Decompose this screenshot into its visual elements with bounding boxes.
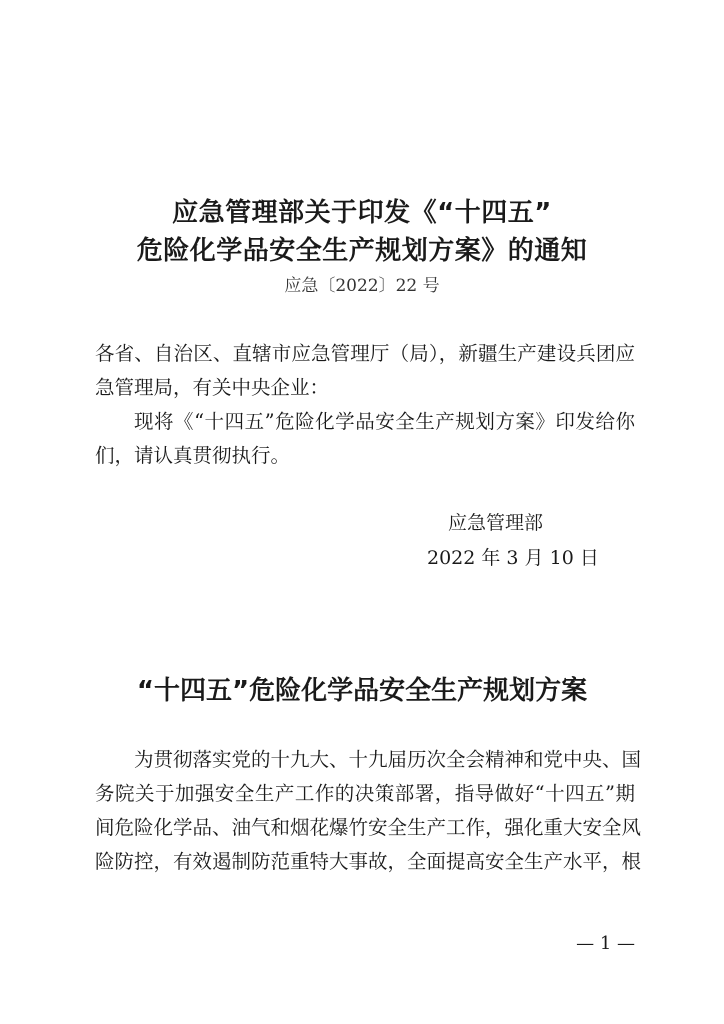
page-number: — 1 —	[576, 933, 635, 954]
plan-paragraph-line: 间危险化学品、油气和烟花爆竹安全生产工作，强化重大安全风	[95, 816, 642, 839]
signature-date: 2022 年 3 月 10 日	[427, 547, 599, 569]
notice-title-line-2: 危险化学品安全生产规划方案》的通知	[136, 236, 588, 266]
plan-title: “十四五”危险化学品安全生产规划方案	[136, 676, 588, 706]
signature-organization: 应急管理部	[448, 512, 544, 534]
plan-paragraph-line: 为贯彻落实党的十九大、十九届历次全会精神和党中央、国	[134, 748, 642, 771]
plan-paragraph-line: 务院关于加强安全生产工作的决策部署，指导做好“十四五”期	[95, 782, 635, 805]
addressee-line-1: 各省、自治区、直辖市应急管理厅（局），新疆生产建设兵团应	[95, 342, 635, 365]
plan-paragraph-line: 险防控，有效遏制防范重特大事故，全面提高安全生产水平，根	[95, 850, 642, 873]
notice-body-line-2: 们，请认真贯彻执行。	[95, 444, 291, 467]
document-number: 应急〔2022〕22 号	[284, 276, 440, 296]
notice-title-line-1: 应急管理部关于印发《“十四五”	[172, 198, 552, 228]
addressee-line-2: 急管理局，有关中央企业：	[95, 376, 330, 399]
notice-body-line-1: 现将《“十四五”危险化学品安全生产规划方案》印发给你	[134, 410, 635, 433]
